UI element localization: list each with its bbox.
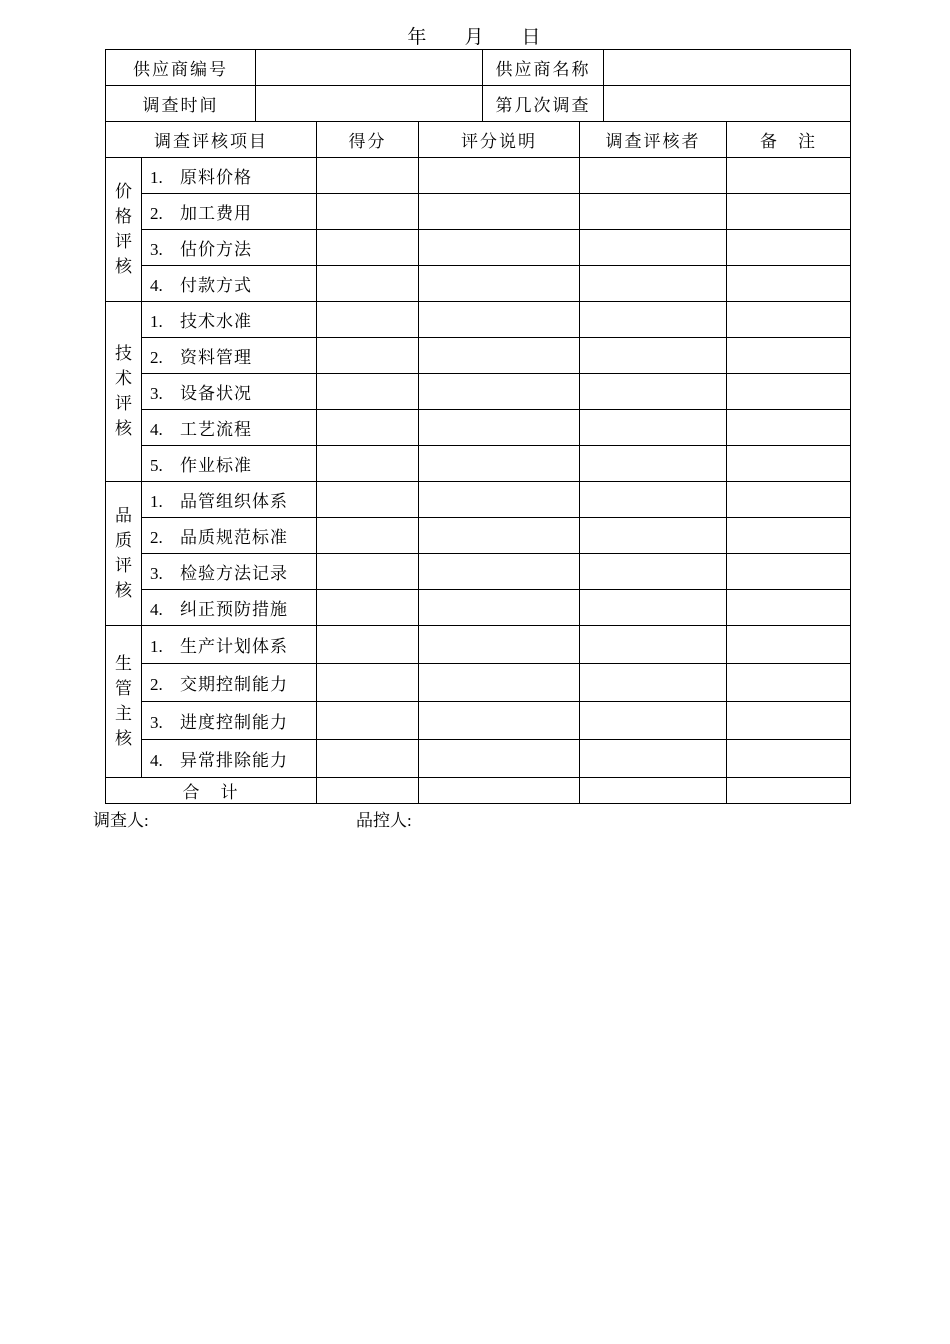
item-number: 4. bbox=[150, 600, 163, 619]
remark-cell[interactable] bbox=[727, 158, 851, 194]
supplier-no-value[interactable] bbox=[256, 50, 483, 86]
reviewer-cell[interactable] bbox=[580, 338, 727, 374]
survey-time-label: 调查时间 bbox=[106, 86, 256, 122]
item-text: 纠正预防措施 bbox=[180, 600, 288, 620]
desc-cell[interactable] bbox=[419, 740, 580, 778]
desc-cell[interactable] bbox=[419, 554, 580, 590]
score-cell[interactable] bbox=[317, 410, 419, 446]
item-label bbox=[142, 482, 317, 518]
remark-cell[interactable] bbox=[727, 664, 851, 702]
item-text: 交期控制能力 bbox=[180, 675, 288, 695]
category-char: 评 bbox=[115, 231, 132, 252]
category-char: 价 bbox=[115, 181, 132, 202]
score-cell[interactable] bbox=[317, 266, 419, 302]
category-char: 品 bbox=[115, 505, 132, 526]
item-label bbox=[142, 446, 317, 482]
table-row bbox=[106, 590, 851, 626]
table-row bbox=[106, 664, 851, 702]
reviewer-cell[interactable] bbox=[580, 554, 727, 590]
table-row bbox=[106, 518, 851, 554]
table-row bbox=[106, 446, 851, 482]
item-text: 进度控制能力 bbox=[180, 713, 288, 733]
investigator-label: 调查人: bbox=[93, 811, 149, 830]
category-char: 技 bbox=[115, 343, 132, 364]
supplier-name-value[interactable] bbox=[604, 50, 851, 86]
reviewer-cell[interactable] bbox=[580, 230, 727, 266]
item-text: 加工费用 bbox=[180, 204, 252, 224]
remark-cell[interactable] bbox=[727, 446, 851, 482]
desc-cell[interactable] bbox=[419, 482, 580, 518]
item-number: 2. bbox=[150, 204, 163, 223]
desc-cell[interactable] bbox=[419, 338, 580, 374]
col-header-remark: 备 注 bbox=[727, 122, 851, 158]
item-label bbox=[142, 410, 317, 446]
desc-cell[interactable] bbox=[419, 702, 580, 740]
reviewer-cell[interactable] bbox=[580, 410, 727, 446]
item-label bbox=[142, 590, 317, 626]
remark-cell[interactable] bbox=[727, 410, 851, 446]
item-text: 估价方法 bbox=[180, 240, 252, 260]
remark-cell[interactable] bbox=[727, 740, 851, 778]
score-cell[interactable] bbox=[317, 518, 419, 554]
item-text: 品质规范标准 bbox=[180, 528, 288, 548]
score-cell[interactable] bbox=[317, 626, 419, 664]
item-label bbox=[142, 302, 317, 338]
table-row bbox=[106, 158, 851, 194]
desc-cell[interactable] bbox=[419, 194, 580, 230]
item-text: 生产计划体系 bbox=[180, 637, 288, 657]
table-row bbox=[106, 194, 851, 230]
category-label bbox=[106, 302, 142, 482]
item-label bbox=[142, 230, 317, 266]
score-cell[interactable] bbox=[317, 374, 419, 410]
supplier-survey-table bbox=[105, 49, 851, 804]
col-header-reviewer: 调查评核者 bbox=[580, 122, 727, 158]
reviewer-cell[interactable] bbox=[580, 626, 727, 664]
item-number: 1. bbox=[150, 492, 163, 511]
category-char: 格 bbox=[115, 206, 132, 227]
category-char: 评 bbox=[115, 393, 132, 414]
reviewer-cell[interactable] bbox=[580, 518, 727, 554]
desc-cell[interactable] bbox=[419, 302, 580, 338]
item-text: 工艺流程 bbox=[180, 420, 252, 440]
reviewer-cell[interactable] bbox=[580, 194, 727, 230]
item-number: 5. bbox=[150, 456, 163, 475]
table-row bbox=[106, 266, 851, 302]
item-number: 4. bbox=[150, 751, 163, 770]
score-cell[interactable] bbox=[317, 446, 419, 482]
category-label bbox=[106, 482, 142, 626]
col-header-score: 得分 bbox=[317, 122, 419, 158]
score-cell[interactable] bbox=[317, 590, 419, 626]
supplier-no-label: 供应商编号 bbox=[106, 50, 256, 86]
item-number: 3. bbox=[150, 384, 163, 403]
item-number: 3. bbox=[150, 713, 163, 732]
item-text: 作业标准 bbox=[180, 456, 252, 476]
table-row bbox=[106, 554, 851, 590]
reviewer-cell[interactable] bbox=[580, 740, 727, 778]
year-label: 年 bbox=[407, 26, 429, 48]
table-row bbox=[106, 482, 851, 518]
date-line bbox=[0, 22, 950, 49]
item-label bbox=[142, 702, 317, 740]
remark-cell[interactable] bbox=[727, 590, 851, 626]
remark-cell[interactable] bbox=[727, 518, 851, 554]
supplier-name-label: 供应商名称 bbox=[483, 50, 604, 86]
remark-cell[interactable] bbox=[727, 626, 851, 664]
item-label bbox=[142, 664, 317, 702]
item-number: 1. bbox=[150, 637, 163, 656]
remark-cell[interactable] bbox=[727, 302, 851, 338]
remark-cell[interactable] bbox=[727, 482, 851, 518]
reviewer-cell[interactable] bbox=[580, 374, 727, 410]
desc-cell[interactable] bbox=[419, 446, 580, 482]
item-number: 2. bbox=[150, 528, 163, 547]
item-number: 3. bbox=[150, 564, 163, 583]
desc-cell[interactable] bbox=[419, 664, 580, 702]
item-label bbox=[142, 158, 317, 194]
item-text: 付款方式 bbox=[180, 276, 252, 296]
total-score-cell[interactable] bbox=[317, 778, 419, 804]
score-cell[interactable] bbox=[317, 230, 419, 266]
category-char: 生 bbox=[115, 653, 132, 674]
item-label bbox=[142, 626, 317, 664]
item-number: 4. bbox=[150, 420, 163, 439]
item-label bbox=[142, 266, 317, 302]
desc-cell[interactable] bbox=[419, 266, 580, 302]
total-remark-cell[interactable] bbox=[727, 778, 851, 804]
reviewer-cell[interactable] bbox=[580, 664, 727, 702]
remark-cell[interactable] bbox=[727, 554, 851, 590]
category-char: 质 bbox=[115, 530, 132, 551]
item-number: 1. bbox=[150, 168, 163, 187]
total-row bbox=[106, 778, 851, 804]
table-row bbox=[106, 410, 851, 446]
reviewer-cell[interactable] bbox=[580, 266, 727, 302]
item-text: 品管组织体系 bbox=[180, 492, 288, 512]
table-row bbox=[106, 230, 851, 266]
category-char: 术 bbox=[115, 368, 132, 389]
score-cell[interactable] bbox=[317, 554, 419, 590]
remark-cell[interactable] bbox=[727, 266, 851, 302]
desc-cell[interactable] bbox=[419, 230, 580, 266]
score-cell[interactable] bbox=[317, 664, 419, 702]
score-cell[interactable] bbox=[317, 740, 419, 778]
survey-round-label: 第几次调查 bbox=[483, 86, 604, 122]
reviewer-cell[interactable] bbox=[580, 482, 727, 518]
desc-cell[interactable] bbox=[419, 374, 580, 410]
total-desc-cell[interactable] bbox=[419, 778, 580, 804]
item-text: 技术水准 bbox=[180, 312, 252, 332]
desc-cell[interactable] bbox=[419, 410, 580, 446]
item-text: 设备状况 bbox=[180, 384, 252, 404]
table-row bbox=[106, 338, 851, 374]
item-number: 3. bbox=[150, 240, 163, 259]
total-label: 合 计 bbox=[106, 778, 317, 804]
score-cell[interactable] bbox=[317, 702, 419, 740]
qc-label: 品控人: bbox=[356, 811, 412, 830]
item-label bbox=[142, 338, 317, 374]
item-text: 检验方法记录 bbox=[180, 564, 288, 584]
score-cell[interactable] bbox=[317, 194, 419, 230]
category-char: 核 bbox=[115, 580, 132, 601]
table-row bbox=[106, 302, 851, 338]
remark-cell[interactable] bbox=[727, 338, 851, 374]
remark-cell[interactable] bbox=[727, 702, 851, 740]
reviewer-cell[interactable] bbox=[580, 590, 727, 626]
remark-cell[interactable] bbox=[727, 230, 851, 266]
remark-cell[interactable] bbox=[727, 194, 851, 230]
day-label: 日 bbox=[521, 26, 543, 48]
item-label bbox=[142, 194, 317, 230]
score-cell[interactable] bbox=[317, 482, 419, 518]
category-char: 评 bbox=[115, 555, 132, 576]
desc-cell[interactable] bbox=[419, 590, 580, 626]
survey-round-value[interactable] bbox=[604, 86, 851, 122]
score-cell[interactable] bbox=[317, 302, 419, 338]
col-header-item: 调查评核项目 bbox=[106, 122, 317, 158]
item-label bbox=[142, 740, 317, 778]
remark-cell[interactable] bbox=[727, 374, 851, 410]
item-text: 异常排除能力 bbox=[180, 751, 288, 771]
item-label bbox=[142, 554, 317, 590]
item-text: 原料价格 bbox=[180, 168, 252, 188]
score-cell[interactable] bbox=[317, 158, 419, 194]
item-number: 2. bbox=[150, 348, 163, 367]
survey-time-value[interactable] bbox=[256, 86, 483, 122]
reviewer-cell[interactable] bbox=[580, 302, 727, 338]
reviewer-cell[interactable] bbox=[580, 446, 727, 482]
category-char: 主 bbox=[115, 703, 132, 724]
reviewer-cell[interactable] bbox=[580, 158, 727, 194]
category-char: 核 bbox=[115, 418, 132, 439]
item-text: 资料管理 bbox=[180, 348, 252, 368]
desc-cell[interactable] bbox=[419, 158, 580, 194]
item-number: 1. bbox=[150, 312, 163, 331]
item-label bbox=[142, 374, 317, 410]
category-label bbox=[106, 626, 142, 778]
desc-cell[interactable] bbox=[419, 626, 580, 664]
col-header-desc: 评分说明 bbox=[419, 122, 580, 158]
score-cell[interactable] bbox=[317, 338, 419, 374]
table-row bbox=[106, 740, 851, 778]
reviewer-cell[interactable] bbox=[580, 702, 727, 740]
category-char: 管 bbox=[115, 678, 132, 699]
table-row bbox=[106, 702, 851, 740]
item-number: 2. bbox=[150, 675, 163, 694]
category-label bbox=[106, 158, 142, 302]
item-label bbox=[142, 518, 317, 554]
total-reviewer-cell[interactable] bbox=[580, 778, 727, 804]
table-row bbox=[106, 374, 851, 410]
month-label: 月 bbox=[464, 26, 486, 48]
table-row bbox=[106, 626, 851, 664]
category-char: 核 bbox=[115, 728, 132, 749]
desc-cell[interactable] bbox=[419, 518, 580, 554]
category-char: 核 bbox=[115, 256, 132, 277]
item-number: 4. bbox=[150, 276, 163, 295]
